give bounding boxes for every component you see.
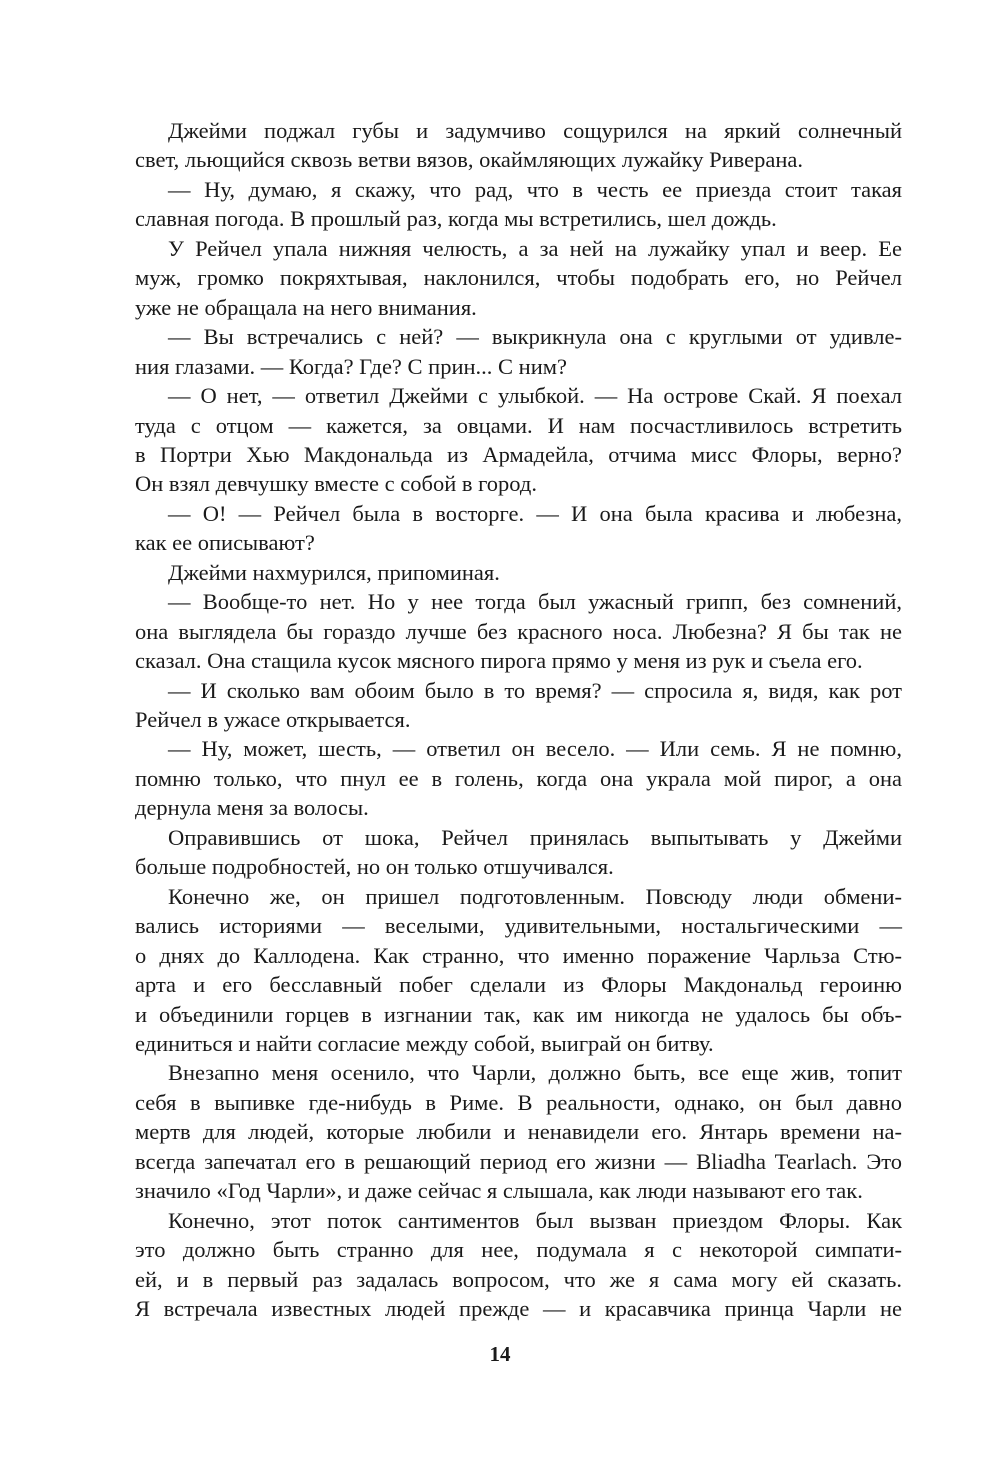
- text-line: — Ну, думаю, я скажу, что рад, что в честь ее приезда стоит такая: [168, 176, 902, 202]
- text-line: славная погода. В прошлый раз, когда мы встретились, шел дождь.: [135, 206, 777, 232]
- text-line: и объединили горцев в изгнании так, как им никогда не удалось бы объ-: [135, 1001, 902, 1027]
- text-line: арта и его бесславный побег сделали из Флоры Макдональд героиню: [135, 972, 902, 998]
- text-line: Я встречала известных людей прежде — и красавчика принца Чарли не: [135, 1296, 902, 1321]
- text-line: У Рейчел упала нижняя челюсть, а за ней на лужайку упал и веер. Ее: [168, 235, 902, 261]
- text-line: Конечно, этот поток сантиментов был вызван приездом Флоры. Как: [168, 1207, 902, 1233]
- text-line: сказал. Она стащила кусок мясного пирога прямо у меня из рук и съела его.: [135, 648, 863, 674]
- text-line: значило «Год Чарли», и даже сейчас я слышала, как люди называют его так.: [135, 1178, 863, 1204]
- text-line: муж, громко покряхтывая, наклонился, чтобы подобрать его, но Рейчел: [135, 265, 902, 291]
- text-line: Рейчел в ужасе открывается.: [135, 707, 411, 732]
- text-line: себя в выпивке где-нибудь в Риме. В реальности, однако, он был давно: [135, 1089, 902, 1115]
- text-line: Оправившись от шока, Рейчел принялась выпытывать у Джейми: [168, 824, 902, 850]
- text-line: Джейми нахмурился, припоминая.: [168, 559, 500, 585]
- text-line: — И сколько вам обоим было в то время? — спросила я, видя, как рот: [168, 677, 902, 703]
- text-line: как ее описывают?: [135, 530, 315, 556]
- text-line: мертв для людей, которые любили и ненавидели его. Янтарь времени на-: [135, 1119, 902, 1145]
- text-line: единиться и найти согласие между собой, выиграй он битву.: [135, 1030, 714, 1056]
- text-line: она выглядела бы гораздо лучше без красного носа. Любезна? Я бы так не: [135, 618, 902, 644]
- text-line: туда с отцом — кажется, за овцами. И нам посчастливилось встретить: [135, 412, 902, 438]
- text-line: дернула меня за волосы.: [135, 795, 369, 821]
- text-line: — О нет, — ответил Джейми с улыбкой. — На острове Скай. Я поехал: [168, 383, 902, 409]
- text-line: ния глазами. — Когда? Где? С прин... С ним?: [135, 353, 567, 379]
- text-line: вались историями — веселыми, удивительными, ностальгическими —: [135, 913, 902, 939]
- text-line: всегда запечатал его в решающий период его жизни — Bliadha Tearlach. Это: [135, 1148, 902, 1174]
- text-line: Джейми поджал губы и задумчиво сощурился на яркий солнечный: [168, 118, 902, 143]
- text-line: в Портри Хью Макдональда из Армадейла, отчима мисс Флоры, верно?: [135, 441, 902, 467]
- text-line: — Вы встречались с ней? — выкрикнула она с круглыми от удивле-: [168, 324, 902, 350]
- text-line: это должно быть странно для нее, подумала я с некоторой симпати-: [135, 1237, 902, 1263]
- text-line: — О! — Рейчел была в восторге. — И она была красива и любезна,: [168, 500, 902, 526]
- text-line: Внезапно меня осенило, что Чарли, должно быть, все еще жив, топит: [168, 1060, 902, 1086]
- text-line: Конечно же, он пришел подготовленным. Повсюду люди обмени-: [168, 883, 902, 909]
- text-line: о днях до Каллодена. Как странно, что именно поражение Чарльза Стю-: [135, 942, 902, 968]
- text-line: уже не обращала на него внимания.: [135, 294, 477, 320]
- text-line: — Вообще-то нет. Но у нее тогда был ужасный грипп, без сомнений,: [168, 589, 902, 615]
- page-number: 14: [489, 1342, 511, 1366]
- text-line: — Ну, может, шесть, — ответил он весело. — Или семь. Я не помню,: [168, 736, 902, 762]
- text-line: ей, и в первый раз задалась вопросом, что же я сама могу ей сказать.: [135, 1266, 902, 1292]
- text-line: больше подробностей, но он только отшучивался.: [135, 854, 614, 880]
- text-line: свет, льющийся сквозь ветви вязов, окаймляющих лужайку Риверана.: [135, 147, 803, 173]
- text-line: Он взял девчушку вместе с собой в город.: [135, 471, 537, 497]
- text-line: помню только, что пнул ее в голень, когда она украла мой пирог, а она: [135, 765, 902, 791]
